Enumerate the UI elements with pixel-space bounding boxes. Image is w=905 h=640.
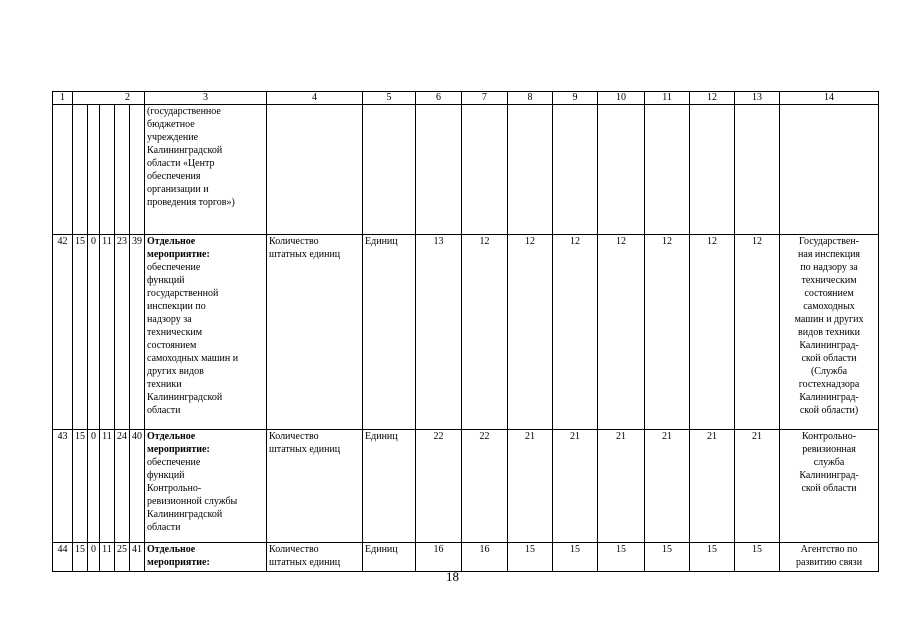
header-cell-11: 11 bbox=[645, 92, 690, 105]
row-number: 44 bbox=[53, 543, 73, 572]
value-cell: 22 bbox=[416, 430, 462, 543]
header-cell-1: 1 bbox=[53, 92, 73, 105]
value-cell: 21 bbox=[553, 430, 598, 543]
code-cell: 24 bbox=[115, 430, 130, 543]
value-cell: 12 bbox=[735, 235, 780, 430]
header-cell-4: 4 bbox=[267, 92, 363, 105]
row-number: 42 bbox=[53, 235, 73, 430]
header-row bbox=[53, 92, 879, 105]
code-cell: 0 bbox=[88, 430, 100, 543]
header-cell-13: 13 bbox=[735, 92, 780, 105]
value-cell: 13 bbox=[416, 235, 462, 430]
value-cell: 21 bbox=[735, 430, 780, 543]
table-row bbox=[53, 235, 879, 430]
header-cell-2: 2 bbox=[73, 92, 145, 105]
header-cell-5: 5 bbox=[363, 92, 416, 105]
value-cell: 16 bbox=[416, 543, 462, 572]
value-cell: 15 bbox=[690, 543, 735, 572]
continuation-text: (государственное бюджетное учреждение Калининградской области «Центр обеспечения организации и проведения торгов») bbox=[145, 105, 267, 235]
measure-description: Отдельное мероприятие: обеспечение функций Контрольно- ревизионной службы Калининградской области bbox=[145, 430, 267, 543]
value-cell: 21 bbox=[645, 430, 690, 543]
value-cell: 21 bbox=[598, 430, 645, 543]
code-cell: 11 bbox=[100, 235, 115, 430]
value-cell: 12 bbox=[598, 235, 645, 430]
value-cell: 22 bbox=[462, 430, 508, 543]
table-row bbox=[53, 430, 879, 543]
code-cell: 15 bbox=[73, 430, 88, 543]
unit-cell: Единиц bbox=[363, 235, 416, 430]
code-cell: 11 bbox=[100, 543, 115, 572]
code-cell: 39 bbox=[130, 235, 145, 430]
executor-cell: Государствен- ная инспекция по надзору за техническим состоянием самоходных машин и других видов техники Калининград- ской области (Служба гостехнадзора Калининград- ской области) bbox=[780, 235, 879, 430]
indicator-cell: Количество штатных единиц bbox=[267, 543, 363, 572]
code-cell: 23 bbox=[115, 235, 130, 430]
code-cell: 15 bbox=[73, 235, 88, 430]
header-cell-8: 8 bbox=[508, 92, 553, 105]
header-cell-3: 3 bbox=[145, 92, 267, 105]
unit-cell: Единиц bbox=[363, 430, 416, 543]
code-cell: 41 bbox=[130, 543, 145, 572]
value-cell: 15 bbox=[553, 543, 598, 572]
code-cell: 0 bbox=[88, 235, 100, 430]
row-number: 43 bbox=[53, 430, 73, 543]
code-cell: 11 bbox=[100, 430, 115, 543]
header-cell-12: 12 bbox=[690, 92, 735, 105]
value-cell: 21 bbox=[508, 430, 553, 543]
value-cell: 12 bbox=[553, 235, 598, 430]
code-cell: 25 bbox=[115, 543, 130, 572]
value-cell: 16 bbox=[462, 543, 508, 572]
value-cell: 12 bbox=[645, 235, 690, 430]
measure-description: Отдельное мероприятие: bbox=[145, 543, 267, 572]
executor-cell: Контрольно- ревизионная служба Калининград- ской области bbox=[780, 430, 879, 543]
code-cell: 40 bbox=[130, 430, 145, 543]
continuation-row bbox=[53, 105, 879, 235]
header-cell-6: 6 bbox=[416, 92, 462, 105]
value-cell: 15 bbox=[645, 543, 690, 572]
header-cell-7: 7 bbox=[462, 92, 508, 105]
header-cell-10: 10 bbox=[598, 92, 645, 105]
indicator-cell: Количество штатных единиц bbox=[267, 430, 363, 543]
executor-cell: Агентство по развитию связи bbox=[780, 543, 879, 572]
value-cell: 12 bbox=[690, 235, 735, 430]
header-cell-14: 14 bbox=[780, 92, 879, 105]
unit-cell: Единиц bbox=[363, 543, 416, 572]
value-cell: 12 bbox=[508, 235, 553, 430]
code-cell: 15 bbox=[73, 543, 88, 572]
value-cell: 15 bbox=[735, 543, 780, 572]
page-number: 18 bbox=[446, 569, 459, 584]
value-cell: 12 bbox=[462, 235, 508, 430]
header-cell-9: 9 bbox=[553, 92, 598, 105]
value-cell: 15 bbox=[598, 543, 645, 572]
program-table bbox=[52, 91, 879, 572]
value-cell: 21 bbox=[690, 430, 735, 543]
code-cell: 0 bbox=[88, 543, 100, 572]
measure-description: Отдельное мероприятие: обеспечение функций государственной инспекции по надзору за техническим состоянием самоходных машин и других видов техники Калининградской области bbox=[145, 235, 267, 430]
indicator-cell: Количество штатных единиц bbox=[267, 235, 363, 430]
table-row bbox=[53, 543, 879, 572]
value-cell: 15 bbox=[508, 543, 553, 572]
